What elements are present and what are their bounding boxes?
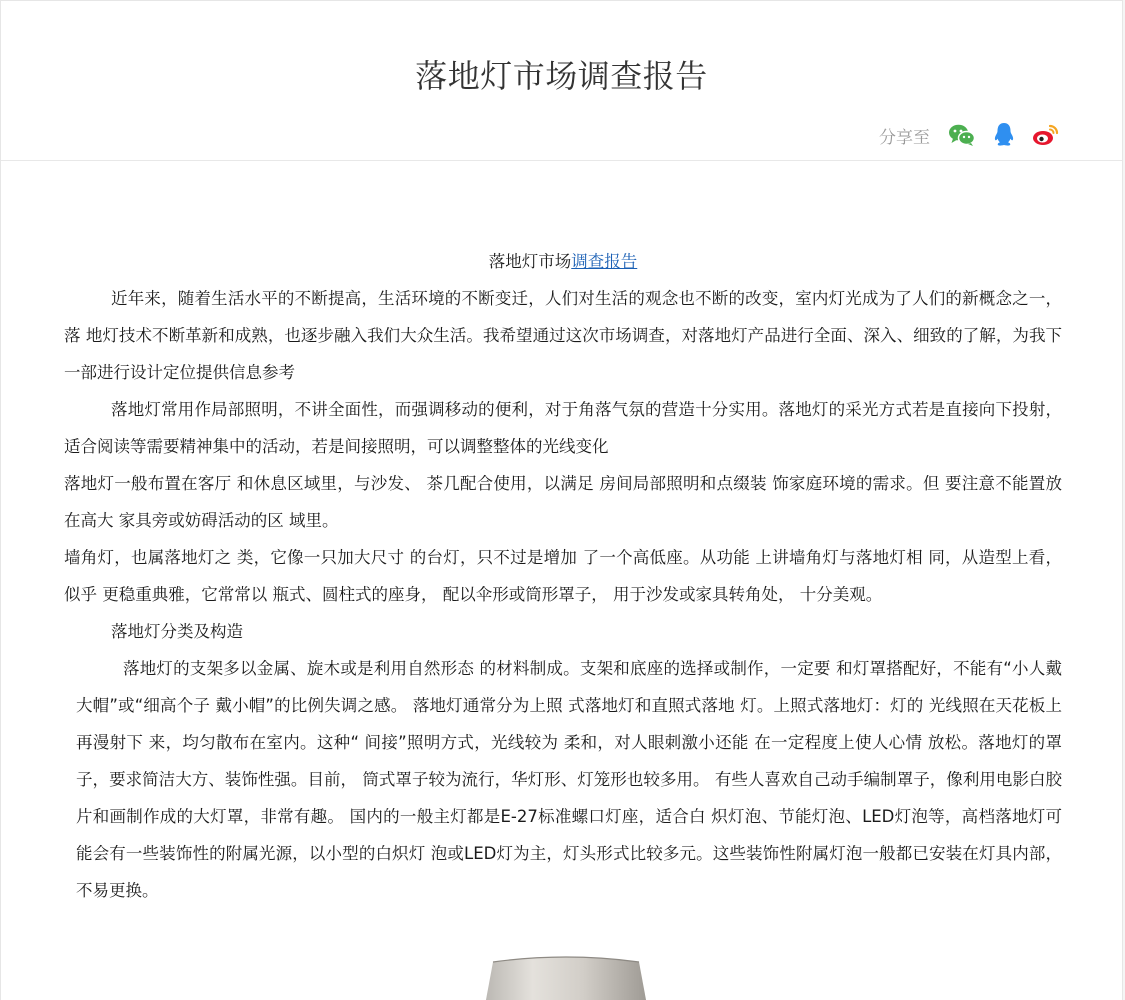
paragraph-placement: 落地灯一般布置在客厅 和休息区域里，与沙发、 茶几配合使用，以满足 房间局部照明和点缀装 饰家庭环境的需求。但 要注意不能置放在高大 家具旁或妨碍活动的区 域里。 bbox=[64, 474, 1062, 530]
paragraph-usage: 落地灯常用作局部照明，不讲全面性，而强调移动的便利，对于角落气氛的营造十分实用。落地灯的采光方式若是直接向下投射，适合阅读等需要精神集中的活动，若是间接照明，可以调整整体的光线变化 bbox=[64, 400, 1062, 456]
section-heading: 落地灯分类及构造 bbox=[111, 622, 243, 641]
floor-lamp-image bbox=[453, 956, 679, 1000]
weibo-icon[interactable] bbox=[1032, 121, 1060, 149]
article-body bbox=[64, 243, 1062, 909]
paragraph-structure: 落地灯的支架多以金属、旋木或是利用自然形态 的材料制成。支架和底座的选择或制作，一定要 和灯罩搭配好，不能有“小人戴大帽”或“细高个子 戴小帽”的比例失调之感。 落地灯通常分为上照 式落地灯和直照式落地 灯。上照式落地灯：灯的 光线照在天花板上再漫射下 来，均匀散布在室内。这种“ 间接”照明方式，光线较为 柔和，对人眼刺激小还能 在一定程度上使人心情 放松。落地灯的罩子，要求简洁大方、装饰性强。目前， 筒式罩子较为流行，华灯形、灯笼形也较多用。 有些人喜欢自己动手编制罩子，像利用电影白胶 片和画制作成的大灯罩，非常有趣。 国内的一般主灯都是E-27标准螺口灯座，适合白 炽灯泡、节能灯泡、LED灯泡等，高档落地灯可 能会有一些装饰性的附属光源，以小型的白炽灯 泡或LED灯为主，灯头形式比较多元。这些装饰性附属灯泡一般都已安装在灯具内部，不易更换。 bbox=[76, 659, 1062, 900]
share-label: 分享至 bbox=[879, 127, 930, 148]
paragraph-corner-lamp: 墙角灯，也属落地灯之 类，它像一只加大尺寸 的台灯，只不过是增加 了一个高低座。从功能 上讲墙角灯与落地灯相 同，从造型上看，似乎 更稳重典雅，它常常以 瓶式、圆柱式的座身， 配以伞形或筒形罩子， 用于沙发或家具转角处， 十分美观。 bbox=[64, 548, 1062, 604]
subtitle-text: 落地灯市场 bbox=[488, 252, 572, 271]
share-bar bbox=[879, 121, 1060, 149]
wechat-icon[interactable] bbox=[948, 121, 976, 149]
article-subtitle bbox=[64, 243, 1062, 280]
qq-icon[interactable] bbox=[990, 121, 1018, 149]
page-title: 落地灯市场调查报告 bbox=[415, 57, 708, 95]
paragraph-intro: 近年来，随着生活水平的不断提高，生活环境的不断变迁，人们对生活的观念也不断的改变，室内灯光成为了人们的新概念之一，落 地灯技术不断革新和成熟，也逐步融入我们大众生活。我希望通过这次市场调查，对落地灯产品进行全面、深入、细致的了解，为我下一部进行设计定位提供信息参考 bbox=[64, 289, 1062, 382]
article-header bbox=[1, 1, 1122, 161]
keyword-link[interactable]: 调查报告 bbox=[571, 252, 638, 271]
